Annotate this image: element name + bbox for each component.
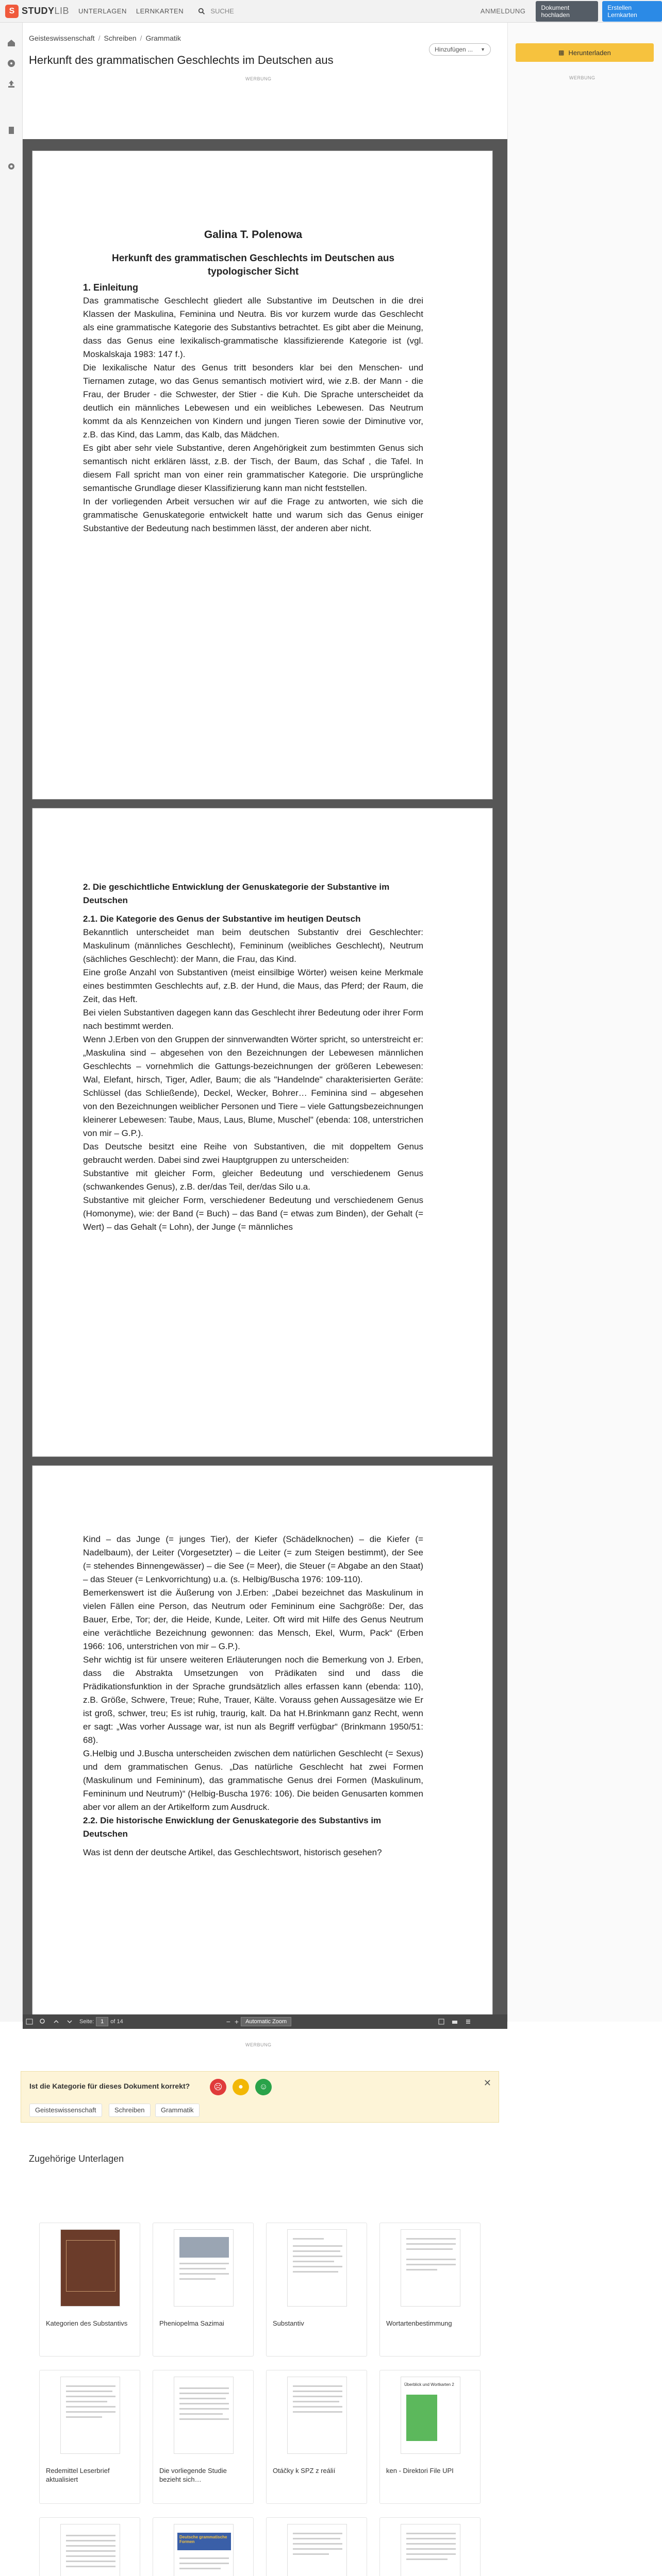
section-heading: 2. Die geschichtliche Entwicklung der Genuskategorie der Substantive im Deutschen	[83, 882, 390, 905]
related-card-label: Pheniopelma Sazimai	[159, 2319, 224, 2327]
related-card-label: Redemittel Leserbrief aktualisiert	[46, 2467, 110, 2483]
related-card-label: Otáčky k SPZ z reálií	[273, 2467, 336, 2475]
paragraph: Substantive mit gleicher Form, verschiedener Bedeutung und verschiedenem Genus (Homonyme), wie: der Band (= Buch) – das Band (= etwas zum Binden), der Gehalt (= Wert) – das Gehalt (= Lohn), der Junge (= männliches	[83, 1195, 423, 1232]
nav-lernkarten[interactable]: LERNKARTEN	[136, 7, 184, 15]
subsection-heading: 2.2. Die historische Enwicklung der Genuskategorie des Substantivs im Deutschen	[83, 1816, 382, 1839]
related-card[interactable]	[266, 2223, 367, 2357]
thumbnail-image	[174, 2377, 234, 2454]
related-card[interactable]	[39, 2370, 140, 2504]
related-card[interactable]	[379, 2223, 481, 2357]
paragraph: Sehr wichtig ist für unsere weiteren Erläuterungen noch die Bemerkung von J. Erben, dass die Abstrakta Umsetzungen von Prädikaten sind und dass die Prädikationsfunktion in der Sprache grundsätzlich alles erfassen kann (ebenda: 110), z.B. Größe, Schwere, Treue; Ruhe, Trauer, Kälte. Vorauss gehen Aussagesätze wie Er ist groß, schwer, treu; Es ist ruhig, traurig, kalt. Da hat H.Brinkmann ganz Recht, wenn er sagt: „Was vorher Aussage war, ist nun als Begriff verfügbar“ (Brinkmann 1950/51: 68).	[83, 1655, 423, 1745]
paragraph: Wenn J.Erben von den Gruppen der sinnverwandten Wörter spricht, so unterstreicht er: „Maskulina sind – abgesehen von den Bezeichnungen der Lebewesen männlichen Geschlechts – vornehmlich die Gattungs-bezeichnungen der größeren Lebewesen: Wal, Elefant, hirsch, Tiger, Adler, Baum; die als "Handelnde" charakterisierten Geräte: Schlüssel (das Schließende), Deckel, Wecker, Bohrer… Feminina sind – abgesehen von den Bezeichnungen weiblicher Personen und Tiere – viele Gattungsbezeichnungen kleinerer Lebewesen: Taube, Maus, Laus, Blume, Muschel" (ebenda: 108, unterstrichen von mir – G.P.).	[83, 1035, 423, 1138]
disc-icon[interactable]	[7, 59, 16, 68]
related-card[interactable]	[153, 2223, 254, 2357]
paragraph: Bemerkenswert ist die Äußerung von J.Erben: „Dabei bezeichnet das Maskulinum in vielen Fällen eine Person, das Neutrum oder Femininum eine Sachgröße: Der, das Bauer, Erbe, Tor; der, die Heide, Kunde, Leiter. Oft wird mit Hilfe des Genus Neutrum eine verächtliche Bezeichnung gewonnen: das Mensch, Ekel, Wurm, Pack“ (Erben 1966: 106, unterstrichen von mir – G.P.).	[83, 1588, 423, 1651]
related-card[interactable]	[153, 2370, 254, 2504]
related-card[interactable]	[153, 2517, 254, 2576]
related-card-label: Wortartenbestimmung	[386, 2319, 452, 2327]
home-icon[interactable]	[7, 38, 16, 47]
document-viewer[interactable]	[23, 139, 507, 2014]
category-chip[interactable]: Schreiben	[109, 2104, 151, 2117]
upload-icon[interactable]	[7, 79, 16, 89]
related-card[interactable]	[39, 2223, 140, 2357]
zoom-out-icon[interactable]: −	[226, 2018, 230, 2026]
download-icon: ▩	[558, 49, 565, 56]
left-rail	[0, 23, 23, 2022]
paragraph: Was ist denn der deutsche Artikel, das Geschlechtswort, historisch gesehen?	[83, 1848, 382, 1857]
create-flashcards-button[interactable]: Erstellen Lernkarten	[602, 1, 662, 22]
related-card-label: Kategorien des Substantivs	[46, 2319, 128, 2327]
related-card-label: Die vorliegende Studie bezieht sich…	[159, 2467, 227, 2483]
thumbs-down-icon[interactable]: ☹	[210, 2079, 226, 2095]
document-page-2	[32, 808, 493, 1457]
logo-text-light: LIB	[54, 6, 70, 16]
page-title: Herkunft des grammatischen Geschlechts im Deutschen aus	[29, 54, 334, 66]
thumbnail-image	[401, 2229, 460, 2307]
rating-question: Ist die Kategorie für dieses Dokument korrekt?	[29, 2082, 190, 2090]
download-button[interactable]	[516, 43, 654, 62]
page-2-content	[83, 880, 423, 1234]
studylib-logo[interactable]	[5, 5, 69, 18]
breadcrumb-item[interactable]: Geisteswissenschaft	[29, 34, 95, 42]
breadcrumb-separator: /	[140, 34, 142, 42]
login-link[interactable]: ANMELDUNG	[480, 7, 526, 15]
related-card[interactable]	[379, 2517, 481, 2576]
thumbnail-image	[401, 2524, 460, 2576]
thumbnail-image	[287, 2377, 347, 2454]
close-icon[interactable]: ✕	[483, 2078, 491, 2088]
viewer-toolbar	[23, 2014, 507, 2029]
paragraph: In der vorliegenden Arbeit versuchen wir auf die Frage zu antworten, wie sich die grammatische Genuskategorie entwickelt hatte und warum sich das Genus einiger Substantive der Bedeutung nach bestimmen lässt, der anderen aber nicht.	[83, 497, 423, 533]
thumbnail-image	[287, 2524, 347, 2576]
related-card[interactable]	[266, 2370, 367, 2504]
logo-text	[22, 6, 69, 16]
thumbnail-image	[174, 2524, 234, 2576]
zoom-in-icon[interactable]: +	[234, 2018, 239, 2026]
thumbnail-image	[60, 2524, 120, 2576]
related-card[interactable]	[379, 2370, 481, 2504]
breadcrumb-item[interactable]: Schreiben	[104, 34, 137, 42]
page-3-content	[83, 1533, 423, 1859]
add-to-select[interactable]	[429, 43, 491, 56]
gear-icon[interactable]	[7, 162, 16, 171]
category-chip[interactable]: Grammatik	[155, 2104, 200, 2117]
related-card-label: Substantiv	[273, 2319, 304, 2327]
document-page-3	[32, 1465, 493, 2014]
breadcrumb	[29, 34, 181, 42]
thumbnail-image	[174, 2229, 234, 2307]
document-page-1	[32, 150, 493, 800]
upload-document-button[interactable]: Dokument hochladen	[536, 1, 598, 22]
ad-label-bottom: WERBUNG	[245, 2042, 272, 2047]
paragraph: Eine große Anzahl von Substantiven (meist einsilbige Wörter) weisen keine Merkmale eines bestimmten Geschlechts auf, z.B. der Hund, die Maus, das Pferd; der Raum, die Zeit, das Heft.	[83, 968, 423, 1004]
search-icon[interactable]	[198, 7, 205, 15]
paragraph: Das Deutsche besitzt eine Reihe von Substantiven, die mit doppeltem Genus gebraucht werden. Dabei sind zwei Hauptgruppen zu unterscheiden:	[83, 1142, 423, 1165]
related-card[interactable]	[39, 2517, 140, 2576]
chevron-down-icon: ▼	[481, 47, 485, 52]
paragraph: Bekanntlich unterscheidet man beim deutschen Substantiv drei Geschlechter: Maskulinum (männliches Geschlecht), Femininum (weibliches Geschlecht), Neutrum (sächliches Geschlecht): der Mann, die Frau, das Kind.	[83, 927, 423, 964]
breadcrumb-item[interactable]: Grammatik	[145, 34, 181, 42]
chevron-down-icon[interactable]	[66, 2018, 73, 2025]
search-icon[interactable]	[39, 2018, 46, 2025]
top-bar	[0, 0, 662, 23]
related-documents-title: Zugehörige Unterlagen	[29, 2154, 124, 2164]
thumbnail-heading: Überblick und Wortkarten 2	[404, 2382, 454, 2387]
related-card-label: ken - Direktori File UPI	[386, 2467, 454, 2475]
thumbnail-heading: Deutsche grammatische Formen	[179, 2535, 227, 2544]
breadcrumb-separator: /	[98, 34, 101, 42]
paragraph: Es gibt aber sehr viele Substantive, deren Angehörigkeit zum bestimmten Genus sich semantisch nicht erklären lässt, z.B. der Tisch, der Baum, das Schaf , die Tafel. In diesem Fall spricht man von einer rein grammatischer Kategorie. Die ursprüngliche semantische Grundlage dieser Klassifizierung kann man nicht feststellen.	[83, 443, 423, 493]
page-1-content	[83, 228, 423, 535]
smiley-icon[interactable]: ☺	[255, 2079, 272, 2095]
paragraph: Kind – das Junge (= junges Tier), der Kiefer (Schädelknochen) – die Kiefer (= Nadelbaum), der Leiter (Vorgesetzter) – die Leiter (= zum Steigen bestimmt), der See (= stehendes Binnengewässer) – die See (= Meer), die Steuer (= Abgabe an den Staat) – das Steuer (= Lenkvorrichtung) u.a. (s. Helbig/Buscha 1976: 109-110).	[83, 1534, 423, 1584]
page-count: of 14	[110, 2019, 123, 2025]
add-to-select-value: Hinzufügen ...	[435, 46, 473, 53]
paragraph: Die lexikalische Natur des Genus tritt besonders klar bei den Menschen- und Tiernamen zutage, wo das Genus semantisch motiviert wird, wie z.B. der Mann - die Frau, der Bruder - die Schwester, der Stier - die Kuh. Die Sprache unterscheidet da deutlich ein männliches Lebewesen und ein weibliches Lebewesen. Das Neutrum kommt da als Kennzeichen von Kindern und jungen Tieren sowie der Diminutive vor, z.B. das Kind, das Lamm, das Kalb, das Mädchen.	[83, 363, 423, 439]
thumbnail-image	[401, 2377, 460, 2454]
logo-mark: S	[5, 5, 19, 18]
ad-label-right: WERBUNG	[569, 75, 595, 80]
subsection-heading: 2.1. Die Kategorie des Genus der Substantive im heutigen Deutsch	[83, 914, 361, 924]
ad-label-top: WERBUNG	[245, 76, 272, 81]
section-heading: 1. Einleitung	[83, 282, 139, 293]
document-heading: Herkunft des grammatischen Geschlechts im Deutschen aus typologischer Sicht	[111, 253, 394, 277]
sidebar-toggle-icon[interactable]	[26, 2018, 33, 2025]
print-icon[interactable]	[451, 2018, 458, 2025]
thumbnail-image	[60, 2377, 120, 2454]
page-number-input[interactable]: 1	[96, 2017, 108, 2026]
related-card[interactable]	[266, 2517, 367, 2576]
paragraph: Bei vielen Substantiven dagegen kann das Geschlecht ihrer Bedeutung oder ihrer Form nach bestimmt werden.	[83, 1008, 423, 1031]
thumbnail-image	[60, 2229, 120, 2307]
category-rating-panel	[21, 2071, 499, 2123]
chevron-up-icon[interactable]	[53, 2018, 60, 2025]
download-button-label: Herunterladen	[568, 48, 611, 57]
logo-text-bold: STUDY	[22, 6, 55, 16]
fullscreen-icon[interactable]	[438, 2018, 445, 2025]
page-label: Seite:	[79, 2019, 94, 2025]
thumbnail-image	[287, 2229, 347, 2307]
right-sidebar	[507, 23, 662, 2022]
author-name: Galina T. Polenowa	[204, 229, 303, 241]
tools-icon[interactable]	[465, 2018, 472, 2025]
zoom-select[interactable]: Automatic Zoom	[241, 2017, 291, 2026]
paragraph: G.Helbig und J.Buscha unterscheiden zwischen dem natürlichen Geschlecht (= Sexus) und dem grammatischen Genus. „Das natürliche Geschlecht hat zwei Formen (Maskulinum und Femininum), das grammatische Genus drei Formen (Maskulinum, Femininum und Neutrum)“ (Helbig-Buscha 1976: 106). Die beiden Genusarten kommen aber vor allem an der Artikelform zum Ausdruck.	[83, 1749, 423, 1812]
search-input[interactable]: SUCHE	[210, 7, 234, 15]
category-chip[interactable]: Geisteswissenschaft	[29, 2104, 102, 2117]
document-icon[interactable]	[7, 126, 16, 135]
neutral-face-icon[interactable]: ●	[233, 2079, 249, 2095]
paragraph: Substantive mit gleicher Form, gleicher Bedeutung und verschiedenem Genus (schwankendes Genus), z.B. der/das Teil, der/das Silo u.a.	[83, 1168, 423, 1192]
paragraph: Das grammatische Geschlecht gliedert alle Substantive im Deutschen in die drei Klassen der Maskulina, Feminina und Neutra. Bis vor kurzem wurde das Geschlecht als eine grammatische Kategorie des Substantivs betrachtet. Es gibt aber die Meinung, dass das Genus eine lexikalisch-grammatische klassifizierende Kategorie ist (vgl. Moskalskaja 1983: 147 f.).	[83, 296, 423, 359]
nav-unterlagen[interactable]: UNTERLAGEN	[78, 7, 127, 15]
